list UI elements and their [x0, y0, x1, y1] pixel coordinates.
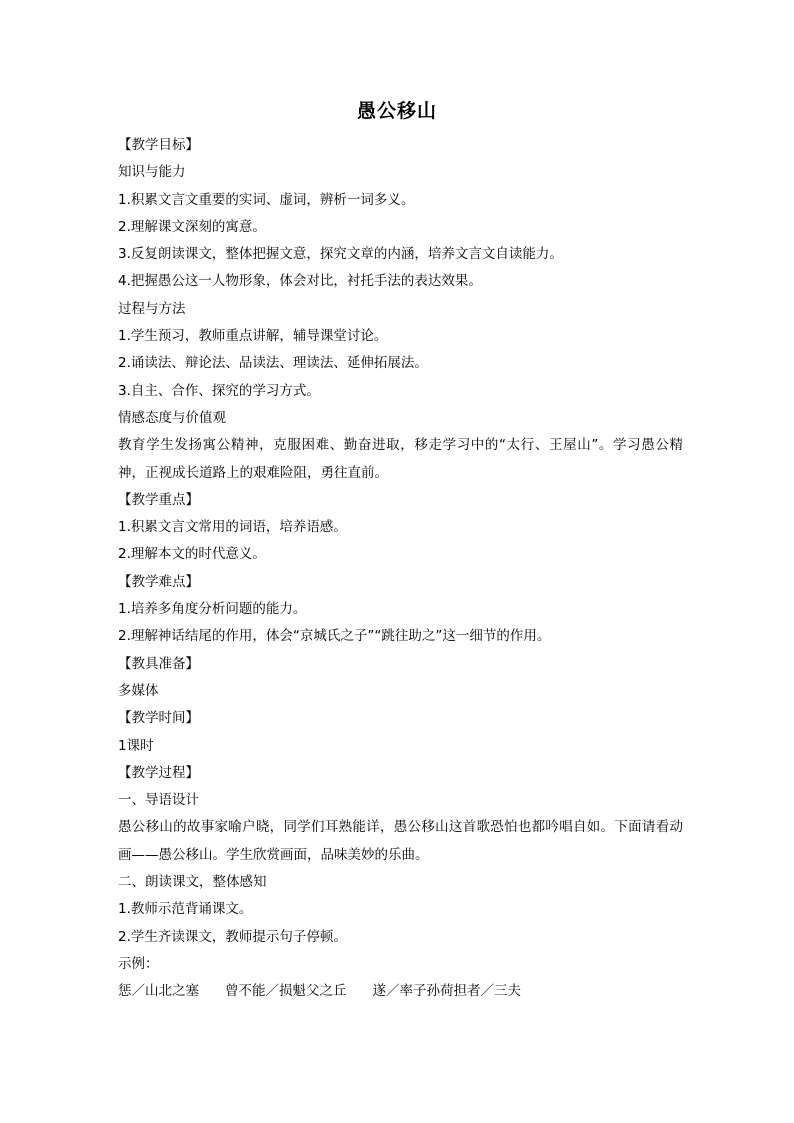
difficulty-item: 1.培养多角度分析问题的能力。 [118, 601, 307, 618]
example-phrase: 曾不能／损魁父之丘 [225, 983, 347, 1000]
knowledge-item: 2.理解课文深刻的寓意。 [118, 218, 266, 235]
intro-paragraph: 愚公移山的故事家喻户晓，同学们耳熟能详，愚公移山这首歌恐怕也都吟唱自如。下面请看动画——愚公移山。学生欣赏画面，品味美妙的乐曲。 [118, 819, 683, 863]
section-heading-tools: 【教具准备】 [118, 655, 199, 672]
key-item: 2.理解本文的时代意义。 [118, 546, 266, 563]
subheading-process: 过程与方法 [118, 300, 186, 317]
process-item: 1.学生预习，教师重点讲解，辅导课堂讨论。 [118, 328, 388, 345]
example-phrase: 惩／山北之塞 [118, 983, 199, 1000]
subheading-emotion: 情感态度与价值观 [118, 409, 226, 426]
subheading-reading: 二、朗读课文，整体感知 [118, 874, 267, 891]
page-title: 愚公移山 [356, 100, 437, 122]
example-label: 示例： [118, 955, 159, 972]
knowledge-item: 4.把握愚公这一人物形象，体会对比，衬托手法的表达效果。 [118, 273, 482, 290]
emotion-paragraph: 教育学生发扬寓公精神，克服困难、勤奋进取，移走学习中的“太行、王屋山”。学习愚公精神，正视成长道路上的艰难险阻，勇往直前。 [118, 437, 683, 481]
document-body [118, 132, 683, 1006]
key-item: 1.积累文言文常用的词语，培养语感。 [118, 519, 347, 536]
process-item: 3.自主、合作、探究的学习方式。 [118, 382, 320, 399]
section-heading-key-points: 【教学重点】 [118, 491, 199, 508]
reading-item: 1.教师示范背诵课文。 [118, 901, 253, 918]
tools-text: 多媒体 [118, 682, 159, 699]
knowledge-item: 1.积累文言文重要的实词、虚词，辨析一词多义。 [118, 191, 415, 208]
time-text: 1课时 [118, 737, 154, 754]
example-row [118, 978, 683, 1005]
knowledge-item: 3.反复朗读课文，整体把握文意，探究文章的内涵，培养文言文自读能力。 [118, 246, 563, 263]
subheading-knowledge: 知识与能力 [118, 164, 186, 181]
subheading-intro: 一、导语设计 [118, 792, 199, 809]
reading-item: 2.学生齐读课文，教师提示句子停顿。 [118, 928, 347, 945]
section-heading-time: 【教学时间】 [118, 710, 199, 727]
section-heading-goals: 【教学目标】 [118, 137, 199, 153]
difficulty-item: 2.理解神话结尾的作用，体会“京城氏之子”“跳往助之”这一细节的作用。 [118, 628, 551, 645]
section-heading-procedure: 【教学过程】 [118, 764, 199, 781]
process-item: 2.诵读法、辩论法、品读法、理读法、延伸拓展法。 [118, 355, 428, 372]
section-heading-difficulties: 【教学难点】 [118, 573, 199, 590]
example-phrase: 遂／率子孙荷担者／三夫 [372, 983, 521, 1000]
